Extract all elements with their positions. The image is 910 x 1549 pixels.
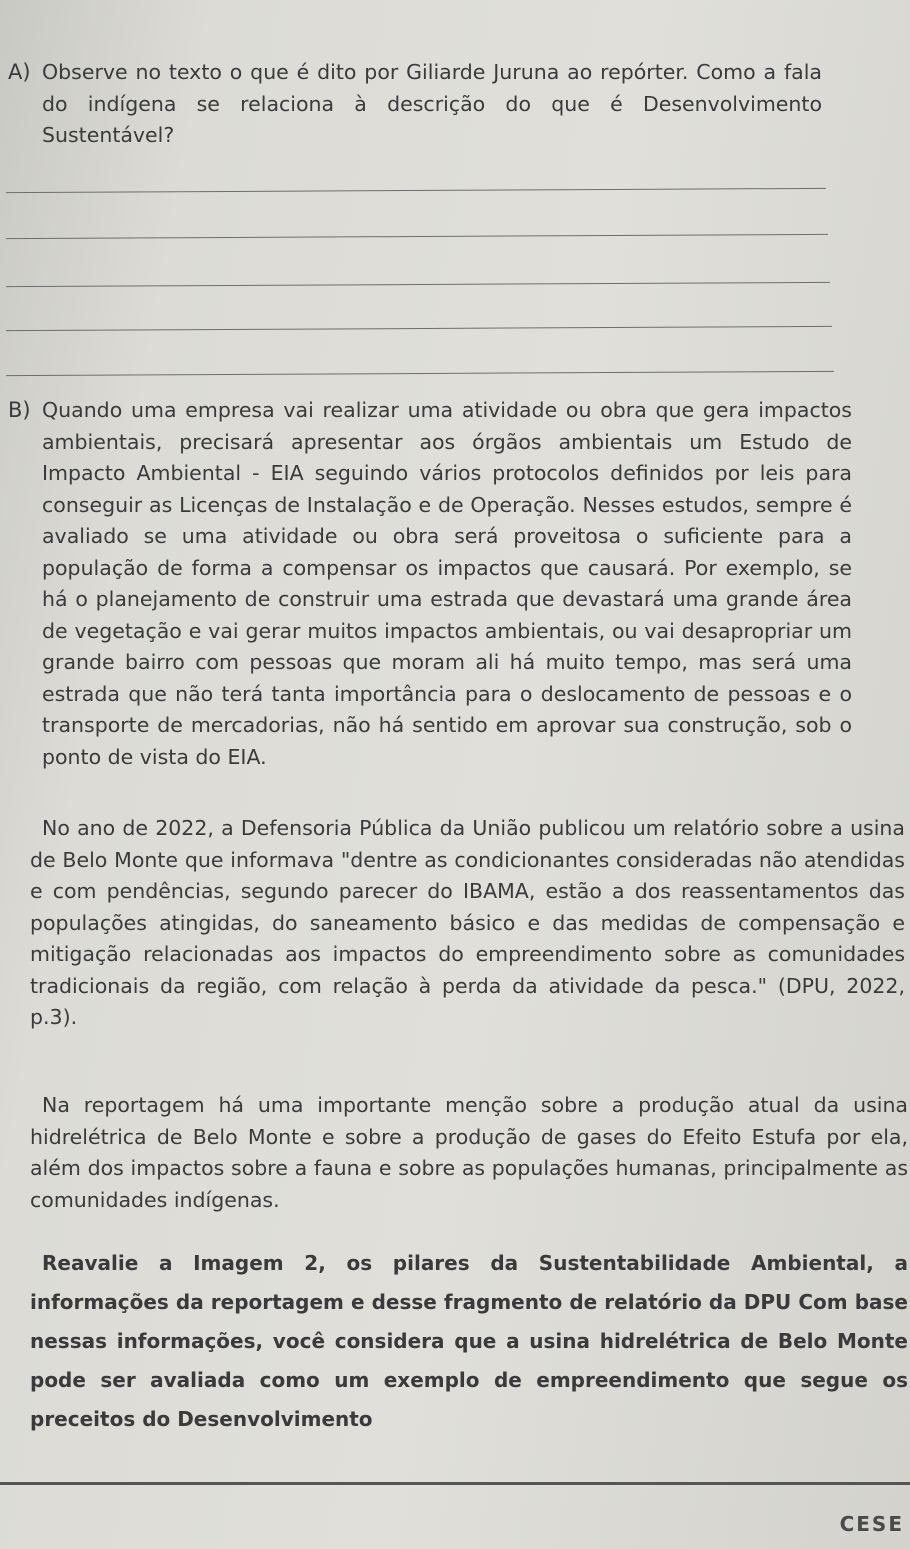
- question-a-label: A): [8, 60, 31, 84]
- answer-line-1[interactable]: [6, 188, 826, 193]
- question-b-instruction: Reavalie a Imagem 2, os pilares da Sustentabilidade Ambiental, a informações da reportagem e desse fragmento de relatório da DPU Com base nessas informações, você considera que a usina hidrelétrica de Belo Monte pode ser avaliada como um exemplo de empreendimento que segue os preceitos do Desenvolvimento: [30, 1251, 908, 1431]
- answer-line-4[interactable]: [6, 326, 832, 331]
- question-b-paragraph-1: Quando uma empresa vai realizar uma atividade ou obra que gera impactos ambientais, precisará apresentar aos órgãos ambientais um Estudo de Impacto Ambiental - EIA seguindo vários protocolos definidos por leis para conseguir as Licenças de Instalação e de Operação. Nesses estudos, sempre é avaliado se uma atividade ou obra será proveitosa o suficiente para a população de forma a compensar os impactos que causará. Por exemplo, se há o planejamento de construir uma estrada que devastará uma grande área de vegetação e vai gerar muitos impactos ambientais, ou vai desapropriar um grande bairro com pessoas que moram ali há muito tempo, mas será uma estrada que não terá tanta importância para o deslocamento de pessoas e o transporte de mercadorias, não há sentido em aprovar sua construção, sob o ponto de vista do EIA.: [42, 398, 852, 769]
- answer-line-2[interactable]: [6, 234, 828, 239]
- bottom-divider: [0, 1482, 910, 1485]
- question-a-text: Observe no texto o que é dito por Giliarde Juruna ao repórter. Como a fala do indígena se relaciona à descrição do que é Desenvolvimento Sustentável?: [42, 60, 822, 147]
- footer-label: CESE: [839, 1512, 904, 1536]
- question-b-paragraph-2: No ano de 2022, a Defensoria Pública da União publicou um relatório sobre a usina de Belo Monte que informava "dentre as condicionantes consideradas não atendidas e com pendências, segundo parecer do IBAMA, estão a dos reassentamentos das populações atingidas, do saneamento básico e das medidas de compensação e mitigação relacionadas aos impactos do empreendimento sobre as comunidades tradicionais da região, com relação à perda da atividade da pesca." (DPU, 2022, p.3).: [30, 816, 905, 1029]
- question-b-label: B): [8, 398, 31, 422]
- answer-line-5[interactable]: [6, 371, 834, 376]
- answer-line-3[interactable]: [6, 282, 830, 287]
- question-b-paragraph-3: Na reportagem há uma importante menção sobre a produção atual da usina hidrelétrica de Belo Monte e sobre a produção de gases do Efeito Estufa por ela, além dos impactos sobre a fauna e sobre as populações humanas, principalmente as comunidades indígenas.: [30, 1093, 908, 1212]
